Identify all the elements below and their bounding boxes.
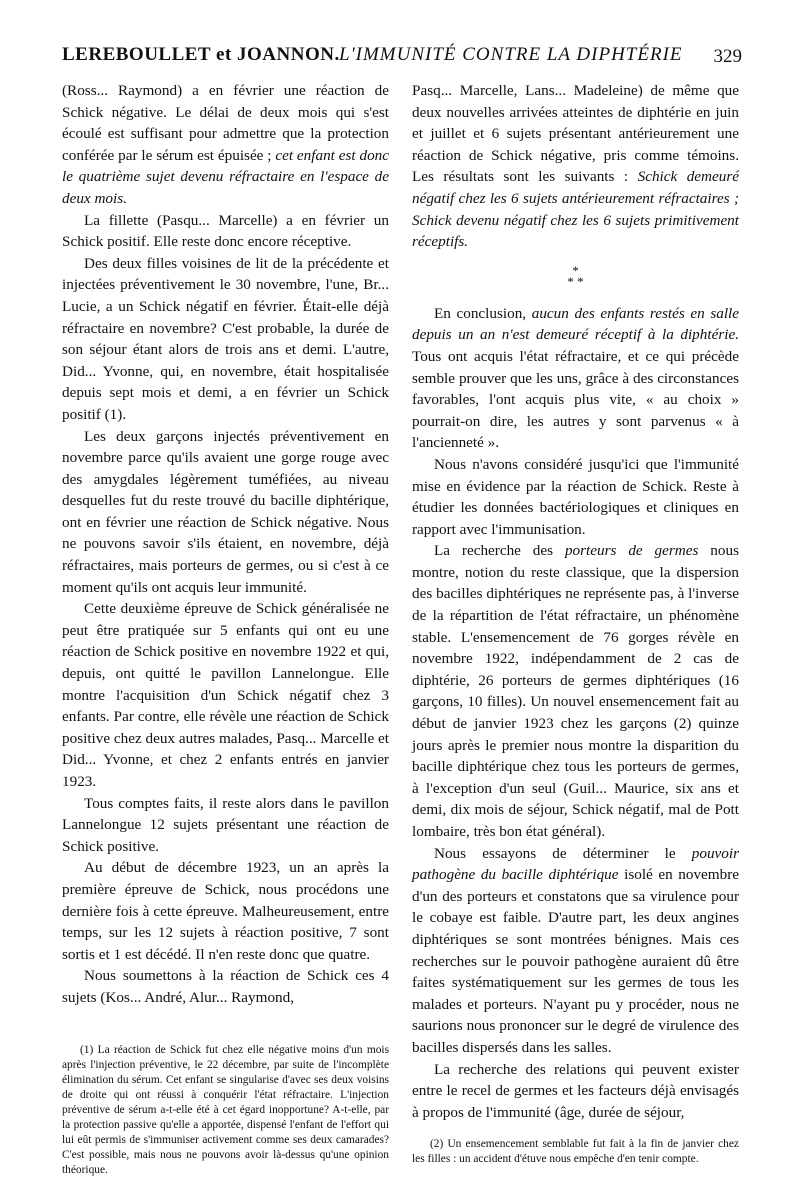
left-footnote [62, 1043, 389, 1178]
right-p4-text-a: La recherche des [434, 542, 565, 560]
right-p1-italic: Schick demeuré négatif chez les 6 sujets antérieurement réfractaires ; Schick devenu négatif chez les 6 sujets primitivement réceptifs. [412, 168, 740, 251]
right-p2-text-a: En conclusion, [434, 304, 532, 322]
left-column [62, 80, 389, 1178]
right-paragraph-1 [412, 80, 739, 253]
left-paragraph-1 [62, 80, 389, 210]
right-column [412, 80, 739, 1167]
right-paragraph-3: Nous n'avons considéré jusqu'ici que l'immunité mise en évidence par la réaction de Schick. Reste à étudier les données bactériologiques et cliniques en rapport avec l'immunisation. [412, 455, 739, 538]
left-paragraph-5: Cette deuxième épreuve de Schick généralisée ne peut être pratiquée sur 5 enfants qui ont eu une réaction de Schick positive en novembre 1922 et qui, depuis, ont quitté le pavillon Lannelongue. Elle montre l'acquisition d'un Schick négatif chez 3 enfants. Par contre, elle révèle une réaction de Schick positive chez deux autres malades, Pasq... Marcelle et Did... Yvonne, et chez 2 enfants entrés en janvier 1923. [62, 600, 389, 790]
right-p2-text-c: Tous ont acquis l'état réfractaire, et ce qui précède semble prouver que les uns, grâce à des circonstances favorables, l'ont acquis plus vite, « au choix » pourrait-on dire, les autres y sont parvenus « à l'ancienneté ». [412, 347, 739, 452]
right-p5-italic: pouvoir pathogène du bacille diphtérique [412, 844, 739, 884]
right-paragraph-4 [412, 540, 739, 842]
left-p1-italic: cet enfant est donc le quatrième sujet devenu réfractaire en l'espace de deux mois. [62, 146, 389, 207]
left-paragraph-2: La fillette (Pasqu... Marcelle) a en février un Schick positif. Elle reste donc encore réceptive. [62, 211, 389, 251]
page-number: 329 [713, 46, 742, 67]
right-p2-italic: aucun des enfants restés en salle depuis un an n'est demeuré réceptif à la diphtérie. [412, 304, 740, 344]
left-paragraph-8: Nous soumettons à la réaction de Schick ces 4 sujets (Kos... André, Alur... Raymond, [62, 967, 389, 1006]
right-p4-italic: porteurs de germes [564, 542, 699, 560]
left-paragraph-4: Les deux garçons injectés préventivement en novembre parce qu'ils avaient une gorge rouge avec des amygdales légèrement tuméfiées, au niveau desquelles fut du reste trouvé du bacille diphtérique, ont en février une réaction de Schick négative. Nous ne pouvons savoir s'ils étaient, en novembre, déjà réfractaires, mais porteurs de germes, ou si c'est à ce moment qu'ils ont acquis leur immunité. [62, 427, 389, 596]
footnote-1: (1) La réaction de Schick fut chez elle négative moins d'un mois après l'injection préventive, le 22 décembre, par suite de l'incomplète élimination du sérum. Cet enfant se singularise d'avec ses deux voisins de droite qui ont réussi à conquérir l'état réfractaire. L'injection préventive de sérum a-t-elle été à cet égard inopportune? A-t-elle, par la protection passive qu'elle a apportée, dispensé l'enfant de l'effort qui lui eût permis de s'immuniser activement comme ses deux camarades? C'est possible, mais nous ne pouvons avoir là-dessus qu'une opinion théorique. [62, 1043, 389, 1176]
left-paragraph-6: Tous comptes faits, il reste alors dans le pavillon Lannelongue 12 sujets présentant une réaction de Schick positive. [62, 794, 389, 855]
footnote-2: (2) Un ensemencement semblable fut fait à la fin de janvier chez les filles : un accident d'étuve nous empêche d'en tenir compte. [412, 1138, 739, 1166]
right-p1-text: Pasq... Marcelle, Lans... Madeleine) de même que deux nouvelles arrivées atteintes de diphtérie en juin et juillet et 6 sujets présentant antérieurement une réaction de Schick négative, pris comme témoins. Les résultats sont les suivants : [412, 82, 739, 186]
right-paragraph-5 [412, 843, 739, 1059]
right-p4-text-c: nous montre, notion du reste classique, que la dispersion des bacilles diphtériques ne représente pas, à l'inverse de la répartition de l'état réfractaire, un phénomène stable. L'ensemencement de 76 gorges révèle en novembre 1922, indépendamment de 2 cas de diphtérie, 26 porteurs de germes diphtériques (16 garçons, 10 filles). Un nouvel ensemencement fait au début de janvier 1923 chez les garçons (2) quinze jours après le premier nous montre la disparition du bacille diphtérique chez tous les porteurs de germes, à l'exception d'un seul (Guil... Maurice, six ans et demi, dix mois de séjour, Schick négatif, mal de Pott lombaire, très bon état général). [412, 542, 739, 840]
left-paragraph-3: Des deux filles voisines de lit de la précédente et injectées préventivement le 30 novembre, l'une, Br... Lucie, a un Schick négatif en février. Était-elle déjà réfractaire en novembre? C'est probable, la durée de son séjour étant alors de trois ans et demi. L'autre, Did... Yvonne, qui, en novembre, était hospitalisée depuis sept mois et demi, a en février un Schick positif (1). [62, 254, 389, 423]
running-header [62, 38, 742, 72]
right-p5-text-c: isolé en novembre d'un des porteurs et constatons que sa virulence pour le cobaye est faible. D'autre part, les deux angines diphtériques se sont montrées bénignes. Mais ces recherches sur le pouvoir pathogène auraient dû être faites systématiquement sur les germes de tous les malades et porteurs. N'ayant pu y procéder, nous ne saurions nous prononcer sur le degré de virulence des bacilles dispersés dans les salles. [412, 866, 739, 1056]
asterism-divider: * * * [567, 262, 584, 289]
right-p5-text-a: Nous essayons de déterminer le [434, 844, 692, 862]
header-title: L'IMMUNITÉ CONTRE LA DIPHTÉRIE [339, 44, 683, 65]
left-paragraph-7: Au début de décembre 1923, un an après la première épreuve de Schick, nous procédons une dernière fois à cette épreuve. Malheureusement, entre temps, sur les 12 sujets à réaction positive, 7 sont sortis et 1 est décédé. Il n'en reste donc que quatre. [62, 859, 389, 963]
right-paragraph-2 [412, 303, 739, 454]
right-paragraph-6: La recherche des relations qui peuvent exister entre le recel de germes et les facteurs déjà envisagés à propos de l'immunité (âge, durée de séjour, [412, 1060, 739, 1121]
left-p1-text: (Ross... Raymond) a en février une réaction de Schick négative. Le délai de deux mois qui s'est écoulé est suffisant pour admettre que la protection conférée par le sérum est épuisée ; [62, 82, 389, 164]
right-footnote [412, 1137, 739, 1167]
header-authors: LEREBOULLET et JOANNON. [62, 44, 340, 65]
